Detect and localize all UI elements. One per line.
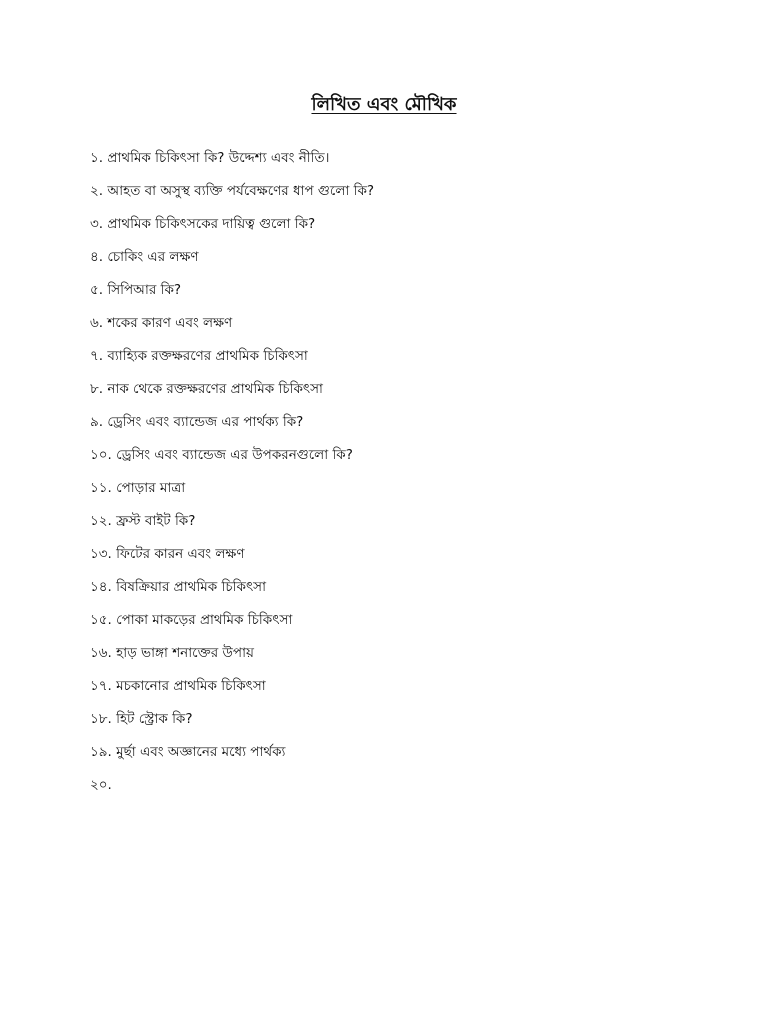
question-item: ১৬. হাড় ভাঙ্গা শনাক্তের উপায় xyxy=(90,645,254,661)
question-item: ১৪. বিষক্রিয়ার প্রাথমিক চিকিৎসা xyxy=(90,579,266,595)
question-item: ১৮. হিট স্ট্রোক কি? xyxy=(90,711,193,727)
question-item: ১২. ফ্রস্ট বাইট কি? xyxy=(90,513,196,529)
question-item: ৫. সিপিআর কি? xyxy=(90,282,182,298)
question-item: ৮. নাক থেকে রক্তক্ষরণের প্রাথমিক চিকিৎসা xyxy=(90,381,323,397)
question-item: ১৯. মুর্ছা এবং অজ্ঞানের মধ্যে পার্থক্য xyxy=(90,744,286,760)
question-list xyxy=(90,146,710,806)
question-item: ২০. xyxy=(90,777,112,793)
question-item: ১৩. ফিটের কারন এবং লক্ষণ xyxy=(90,546,245,562)
question-item: ১৭. মচকানোর প্রাথমিক চিকিৎসা xyxy=(90,678,266,694)
question-item: ১৫. পোকা মাকড়ের প্রাথমিক চিকিৎসা xyxy=(90,612,293,628)
question-item: ৯. ড্রেসিং এবং ব্যান্ডেজ এর পার্থক্য কি? xyxy=(90,414,304,430)
question-item: ১১. পোড়ার মাত্রা xyxy=(90,480,186,496)
question-item: ২. আহত বা অসুস্থ ব্যক্তি পর্যবেক্ষণের ধাপ গুলো কি? xyxy=(90,183,375,199)
question-item: ১. প্রাথমিক চিকিৎসা কি? উদ্দেশ্য এবং নীতি। xyxy=(90,150,330,166)
question-item: ১০. ড্রেসিং এবং ব্যান্ডেজ এর উপকরনগুলো কি? xyxy=(90,447,353,463)
question-item: ৭. ব্যাহ্যিক রক্তক্ষরণের প্রাথমিক চিকিৎসা xyxy=(90,348,308,364)
page-title-text: লিখিত এবং মৌখিক xyxy=(311,94,457,115)
question-item: ৬. শকের কারণ এবং লক্ষণ xyxy=(90,315,233,331)
question-item: ৪. চোকিং এর লক্ষণ xyxy=(90,249,199,265)
question-item: ৩. প্রাথমিক চিকিৎসকের দায়িত্ব গুলো কি? xyxy=(90,216,316,232)
page-title xyxy=(0,92,768,118)
